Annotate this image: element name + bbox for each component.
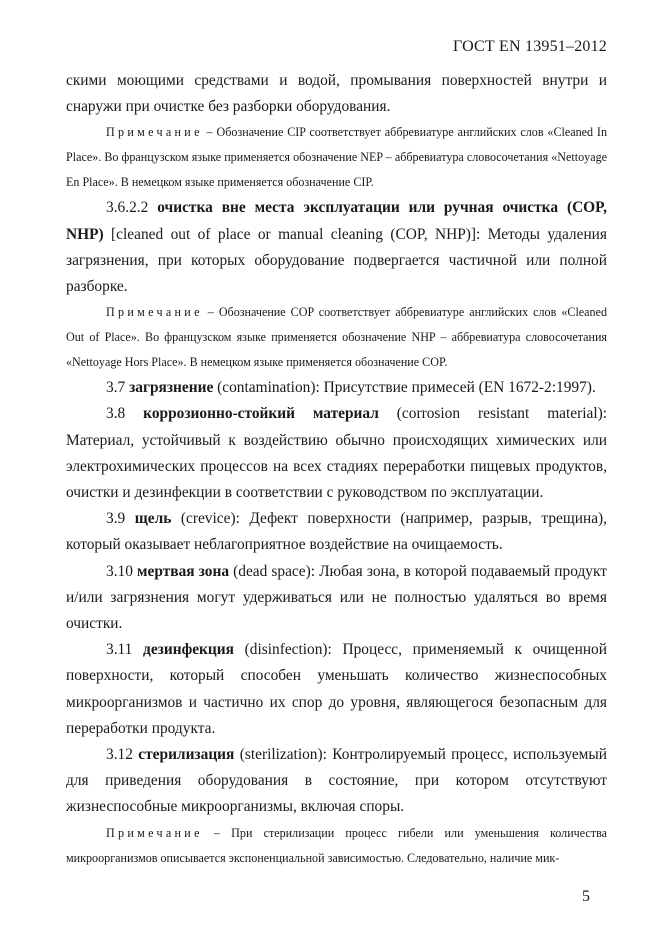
page-header: ГОСТ EN 13951–2012 <box>453 38 607 55</box>
term-name: мертвая зона <box>137 562 230 580</box>
note-text: – Обозначение COP соответствует аббревиатуре английских слов «Cleaned Out of Place». Во французском языке применяется обозначение NHP – аббревиатура словосочетания «Nettoyage Hors Place». В немецком языке применяется обозначение COP. <box>66 305 607 370</box>
term-definition: (corrosion resistant material): Материал, устойчивый к воздействию обычно происходящих химических или электрохимических процессов на всех стадиях переработки пищевых продуктов, очистки и дезинфекции в соответствии с руководством по эксплуатации. <box>66 405 608 502</box>
term-3-12 <box>66 742 607 821</box>
term-name: коррозионно-стойкий материал <box>143 405 379 423</box>
term-definition: (sterilization): Контролируемый процесс, используемый для приведения оборудования в состояние, при котором отсутствуют жизнеспособные микроорганизмы, включая споры. <box>66 746 607 816</box>
note-cop <box>66 300 607 375</box>
term-3-8 <box>66 401 607 506</box>
term-definition: [cleaned out of place or manual cleaning (COP, NHP)]: Методы удаления загрязнения, при которых оборудование подвергается частичной или полной разборке. <box>66 225 607 296</box>
term-name: стерилизация <box>138 746 235 764</box>
note-text: – Обозначение CIP соответствует аббревиатуре английских слов «Cleaned In Place». Во французском языке применяется обозначение NEP – аббревиатура словосочетания «Nettoyage En Place». В немецком языке применяется обозначение CIP. <box>66 125 607 190</box>
term-definition: (dead space): Любая зона, в которой подаваемый продукт и/или загрязнения могут удерживаться или не полностью удаляться во время очистки. <box>66 562 608 633</box>
page-body <box>66 68 607 871</box>
term-definition: (contamination): Присутствие примесей (EN 1672-2:1997). <box>213 379 596 397</box>
note-text: – При стерилизации процесс гибели или уменьшения количества микроорганизмов описывается экспоненциальной зависимостью. Следовательно, наличие мик- <box>66 825 607 865</box>
term-definition: (crevice): Дефект поверхности (например, разрыв, трещина), который оказывает неблагоприятное воздействие на очищаемость. <box>66 510 607 554</box>
term-number: 3.10 <box>106 562 138 580</box>
term-3-10 <box>66 559 607 638</box>
term-number: 3.9 <box>106 510 135 528</box>
term-name: щель <box>134 510 172 528</box>
page-number: 5 <box>582 888 590 905</box>
term-definition: (disinfection): Процесс, применяемый к очищенной поверхности, который способен уменьшать количество жизнеспособных микроорганизмов и частично их спор до уровня, являющегося безопасным для переработки продукта. <box>66 641 607 737</box>
note-label: Примечание <box>106 125 203 140</box>
term-number: 3.6.2.2 <box>106 199 158 217</box>
note-sterilization <box>66 821 607 871</box>
term-number: 3.8 <box>106 405 144 423</box>
term-number: 3.7 <box>106 379 130 397</box>
note-cip <box>66 120 607 195</box>
term-number: 3.11 <box>106 641 144 659</box>
term-3-7 <box>66 375 607 401</box>
term-name: очистка вне места эксплуатации или ручная очистка (COP, NHP) <box>66 199 607 243</box>
note-label: Примечание <box>106 825 203 840</box>
paragraph-continuation: скими моющими средствами и водой, промывания поверхностей внутри и снаружи при очистке без разборки оборудования. <box>66 72 607 116</box>
term-3-11 <box>66 637 607 742</box>
term-number: 3.12 <box>106 746 139 764</box>
term-name: дезинфекция <box>143 641 234 659</box>
note-label: Примечание <box>106 305 203 320</box>
term-name: загрязнение <box>129 379 214 397</box>
term-3-9 <box>66 506 607 558</box>
term-3-6-2-2 <box>66 195 607 300</box>
